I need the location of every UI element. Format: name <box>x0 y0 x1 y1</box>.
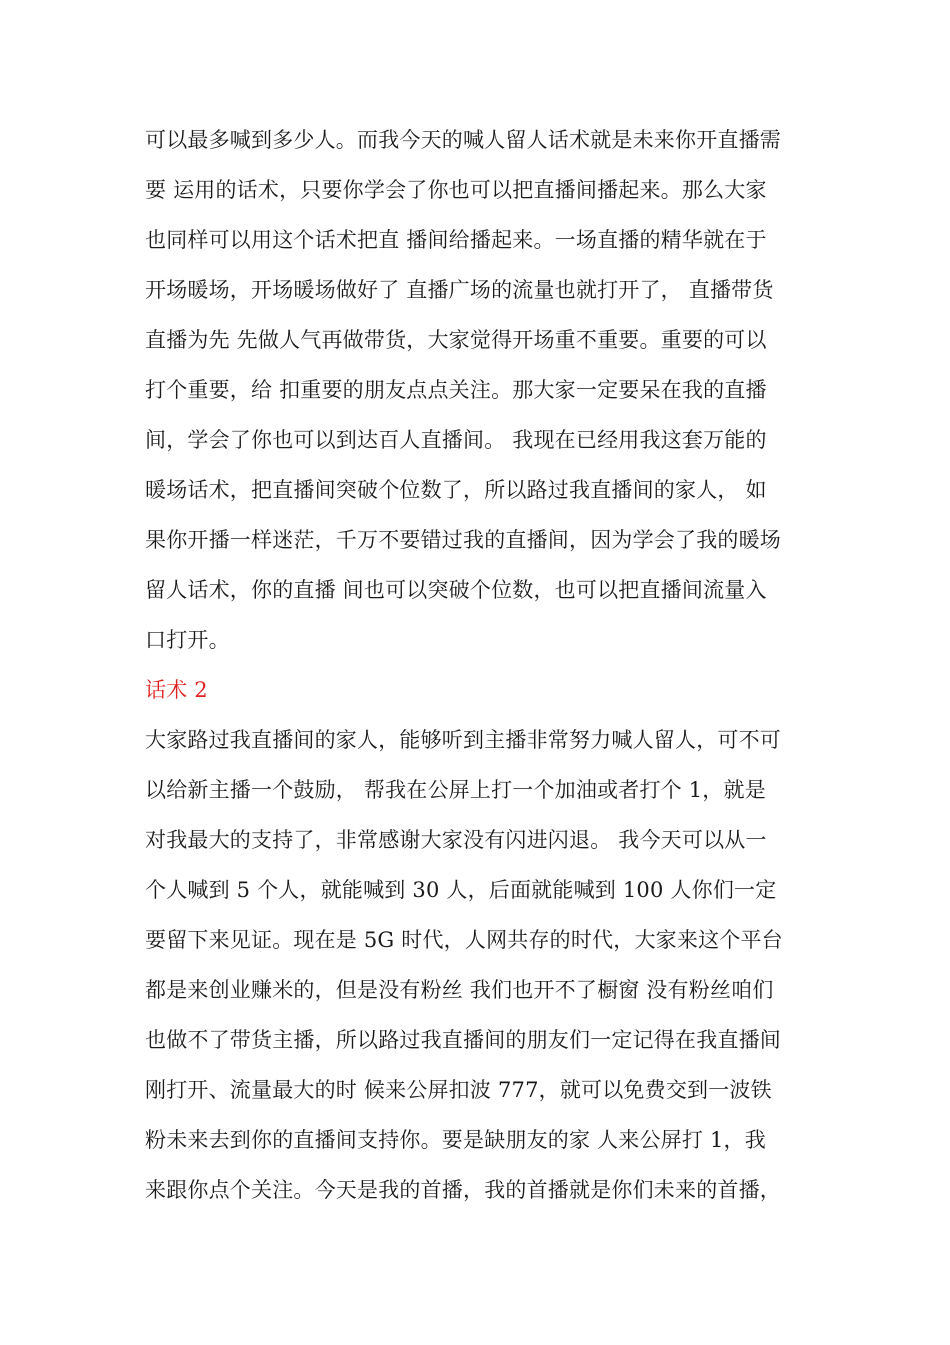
paragraph-1-line: 留人话术，你的直播 间也可以突破个位数，也可以把直播间流量入 <box>145 578 767 602</box>
paragraph-2-line: 都是来创业赚米的，但是没有粉丝 我们也开不了橱窗 没有粉丝咱们 <box>145 978 774 1002</box>
paragraph-1-line: 口打开。 <box>145 628 230 652</box>
document-body <box>145 122 810 1222</box>
paragraph-1-line: 暖场话术，把直播间突破个位数了，所以路过我直播间的家人， 如 <box>145 478 767 502</box>
paragraph-1-line: 直播为先 先做人气再做带货，大家觉得开场重不重要。重要的可以 <box>145 328 767 352</box>
paragraph-2-line: 刚打开、流量最大的时 候来公屏扣波 777，就可以免费交到一波铁 <box>145 1078 772 1102</box>
paragraph-1-line: 开场暖场，开场暖场做好了 直播广场的流量也就打开了， 直播带货 <box>145 278 774 302</box>
paragraph-2-line: 以给新主播一个鼓励， 帮我在公屏上打一个加油或者打个 1，就是 <box>145 778 766 802</box>
section-heading: 话术 2 <box>145 678 208 702</box>
paragraph-2-line: 大家路过我直播间的家人，能够听到主播非常努力喊人留人，可不可 <box>145 728 781 752</box>
paragraph-1-line: 打个重要，给 扣重要的朋友点点关注。那大家一定要呆在我的直播 <box>145 378 767 402</box>
paragraph-2-line: 个人喊到 5 个人，就能喊到 30 人，后面就能喊到 100 人你们一定 <box>145 878 777 902</box>
paragraph-1-line: 要 运用的话术，只要你学会了你也可以把直播间播起来。那么大家 <box>145 178 767 202</box>
paragraph-2-line: 也做不了带货主播，所以路过我直播间的朋友们一定记得在我直播间 <box>145 1028 781 1052</box>
paragraph-2-line: 来跟你点个关注。今天是我的首播，我的首播就是你们未来的首播， <box>145 1178 781 1202</box>
paragraph-2-line: 对我最大的支持了，非常感谢大家没有闪进闪退。 我今天可以从一 <box>145 828 767 852</box>
paragraph-1-line: 也同样可以用这个话术把直 播间给播起来。一场直播的精华就在于 <box>145 228 767 252</box>
paragraph-2-line: 粉未来去到你的直播间支持你。要是缺朋友的家 人来公屏打 1，我 <box>145 1128 766 1152</box>
paragraph-1-line: 果你开播一样迷茫，千万不要错过我的直播间，因为学会了我的暖场 <box>145 528 781 552</box>
paragraph-1-line: 间，学会了你也可以到达百人直播间。 我现在已经用我这套万能的 <box>145 428 767 452</box>
paragraph-2-line: 要留下来见证。现在是 5G 时代，人网共存的时代，大家来这个平台 <box>145 928 783 952</box>
paragraph-1-line: 可以最多喊到多少人。而我今天的喊人留人话术就是未来你开直播需 <box>145 128 781 152</box>
